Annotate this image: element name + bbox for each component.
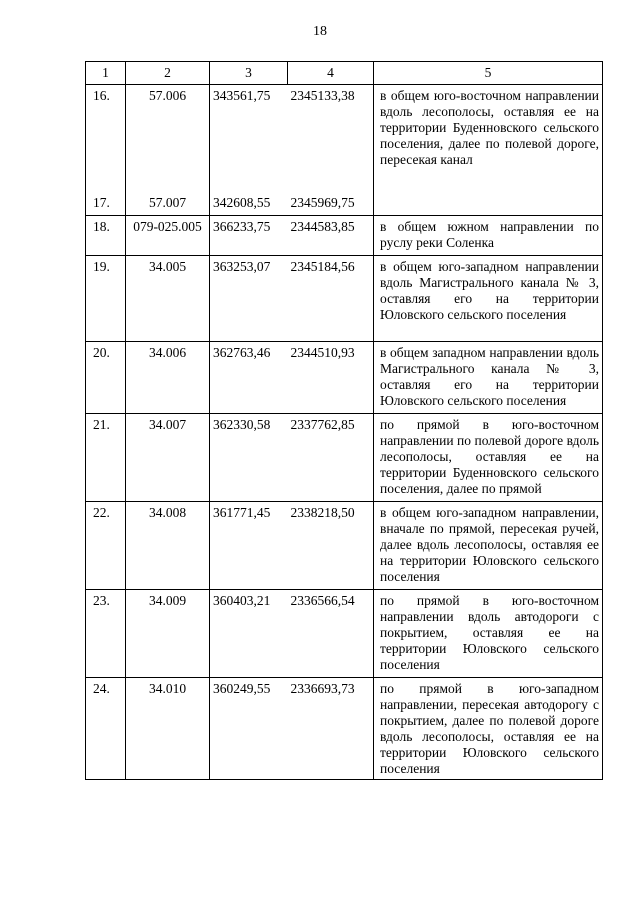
row-number: 21. [86,414,126,502]
point-id: 079-025.005 [126,216,210,256]
column-header-3: 3 [210,62,288,85]
column-header-4: 4 [288,62,374,85]
coordinate-y: 2337762,85 [288,414,374,502]
point-id: 57.006 [126,85,210,193]
column-header-5: 5 [374,62,603,85]
table-row [86,342,603,414]
table-row [86,590,603,678]
point-id: 34.006 [126,342,210,414]
table-header-row [86,62,603,85]
boundary-description: в общем южном направлении по руслу реки Соленка [374,216,603,256]
point-id: 57.007 [126,192,210,216]
table-row [86,414,603,502]
point-id: 34.008 [126,502,210,590]
row-number: 18. [86,216,126,256]
coordinate-x: 362330,58 [210,414,288,502]
row-number: 22. [86,502,126,590]
coordinate-y: 2345969,75 [288,192,374,216]
coordinate-x: 362763,46 [210,342,288,414]
table-row [86,678,603,780]
boundary-description: по прямой в юго-восточном направлении вдоль автодороги с покрытием, оставляя ее на территории Юловского сельского поселения [374,590,603,678]
row-number: 20. [86,342,126,414]
table-row [86,502,603,590]
page-number: 18 [313,24,327,39]
coordinate-x: 343561,75 [210,85,288,193]
boundary-coordinates-table [85,61,603,780]
point-id: 34.005 [126,256,210,342]
coordinate-x: 342608,55 [210,192,288,216]
row-number: 16. [86,85,126,193]
column-header-2: 2 [126,62,210,85]
coordinate-y: 2336566,54 [288,590,374,678]
point-id: 34.010 [126,678,210,780]
column-header-1: 1 [86,62,126,85]
coordinate-x: 361771,45 [210,502,288,590]
table-row [86,216,603,256]
boundary-description: по прямой в юго-западном направлении, пересекая автодорогу с покрытием, далее по полевой дороге вдоль лесополосы, оставляя ее на территории Юловского сельского поселения [374,678,603,780]
boundary-description: по прямой в юго-восточном направлении по полевой дороге вдоль лесополосы, оставляя ее на территории Буденновского сельского поселения, далее по прямой [374,414,603,502]
row-number: 19. [86,256,126,342]
boundary-description: в общем юго-западном направлении вдоль Магистрального канала № 3, оставляя его на территории Юловского сельского поселения [374,256,603,342]
boundary-description: в общем западном направлении вдоль Магистрального канала № 3, оставляя его на территории Юловского сельского поселения [374,342,603,414]
table-row [86,256,603,342]
coordinate-x: 366233,75 [210,216,288,256]
boundary-description: в общем юго-западном направлении, вначале по прямой, пересекая ручей, далее вдоль лесополосы, оставляя ее на территории Юловского сельского поселения [374,502,603,590]
row-number: 23. [86,590,126,678]
coordinate-y: 2345133,38 [288,85,374,193]
coordinate-y: 2344583,85 [288,216,374,256]
row-number: 17. [86,192,126,216]
coordinate-x: 363253,07 [210,256,288,342]
coordinate-y: 2338218,50 [288,502,374,590]
coordinate-y: 2336693,73 [288,678,374,780]
coordinate-y: 2345184,56 [288,256,374,342]
boundary-description: в общем юго-восточном направлении вдоль лесополосы, оставляя ее на территории Буденновского сельского поселения, далее по полевой дороге, пересекая канал [374,85,603,216]
coordinate-x: 360403,21 [210,590,288,678]
point-id: 34.007 [126,414,210,502]
coordinate-x: 360249,55 [210,678,288,780]
point-id: 34.009 [126,590,210,678]
row-number: 24. [86,678,126,780]
coordinate-y: 2344510,93 [288,342,374,414]
table-row [86,85,603,193]
